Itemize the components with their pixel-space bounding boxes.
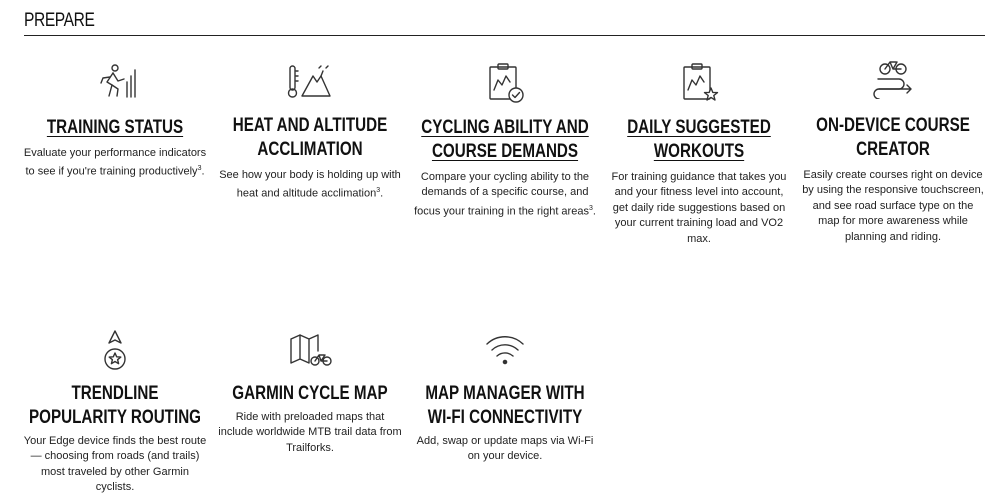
feature-title-link[interactable]: DAILY SUGGESTED WORKOUTS: [627, 117, 771, 162]
feature-description: Ride with preloaded maps that include worldwide MTB trail data from Trailforks.: [218, 411, 402, 454]
feature-description: Evaluate your performance indicators to see if you're training productively$^3$.: [23, 147, 207, 179]
feature-title-link[interactable]: TRAINING STATUS: [46, 117, 184, 138]
navigation-star-icon: [91, 329, 139, 371]
section-divider: [24, 35, 985, 36]
runner-icon: [91, 62, 139, 104]
section-title: PREPARE: [24, 10, 95, 31]
feature-title: MAP MANAGER WITH WI-FI CONNECTIVITY: [425, 383, 585, 428]
clipboard-check-icon: [481, 62, 529, 104]
feature-description: Easily create courses right on device by using the responsive touchscreen, and see road surface type on the map for more awareness while planning and riding.: [802, 169, 984, 243]
feature-daily-workouts: [607, 62, 791, 247]
feature-training-status: [23, 62, 207, 180]
feature-garmin-cycle-map: [218, 329, 402, 456]
feature-title: ON-DEVICE COURSE CREATOR: [816, 115, 970, 160]
feature-title-link[interactable]: CYCLING ABILITY AND COURSE DEMANDS: [421, 117, 589, 162]
feature-course-creator: [801, 57, 985, 245]
feature-title: HEAT AND ALTITUDE ACCLIMATION: [232, 115, 388, 160]
clipboard-star-icon: [675, 62, 723, 104]
feature-description: Add, swap or update maps via Wi-Fi on your device.: [416, 435, 594, 463]
thermometer-mountain-icon: [286, 62, 334, 104]
feature-description: Your Edge device finds the best route — choosing from roads (and trails) most traveled by other Garmin cyclists.: [23, 435, 207, 494]
feature-heat-altitude: [218, 62, 402, 202]
feature-description: See how your body is holding up with heat and altitude acclimation$^3$.: [219, 169, 401, 201]
feature-map-manager: [413, 329, 597, 465]
bike-route-icon: [869, 57, 917, 99]
feature-title: TRENDLINE POPULARITY ROUTING: [29, 383, 201, 428]
feature-description: Compare your cycling ability to the demands of a specific course, and focus your training in the right areas$^3$.: [414, 171, 596, 218]
feature-trendline-routing: [23, 329, 207, 496]
feature-description: For training guidance that takes you and your fitness level into account, get daily ride suggestions based on your current training load and VO2 max.: [611, 171, 787, 245]
wifi-icon: [481, 329, 529, 371]
map-bike-icon: [286, 329, 334, 371]
feature-title: GARMIN CYCLE MAP: [232, 383, 388, 404]
feature-cycling-ability: [413, 62, 597, 220]
